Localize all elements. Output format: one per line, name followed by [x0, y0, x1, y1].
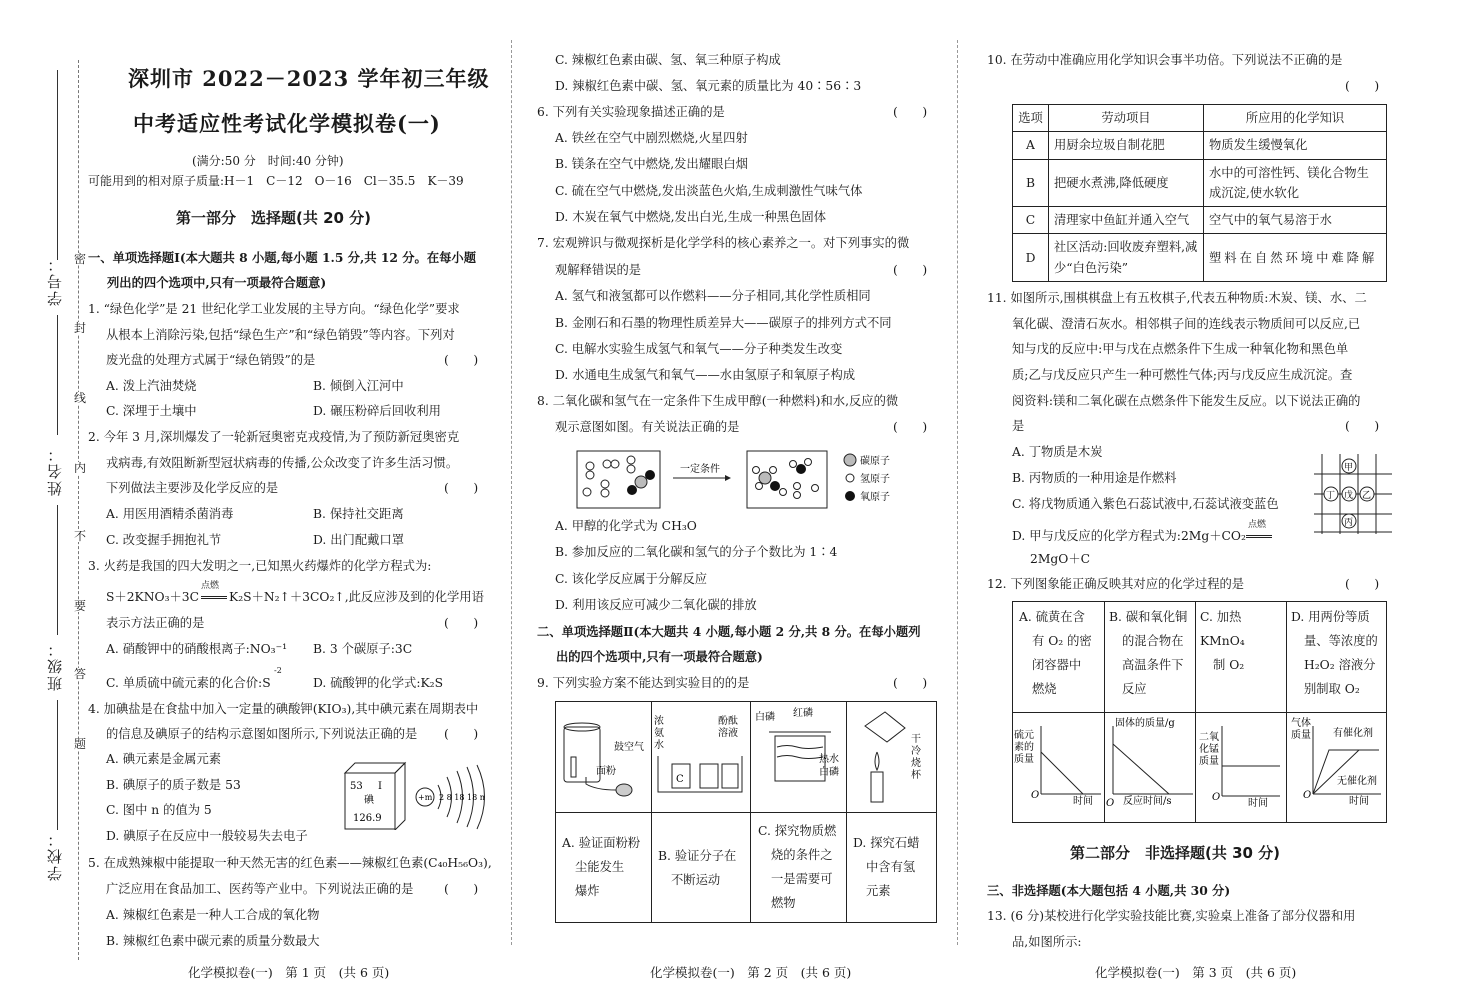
q5-stem: 5. 在成熟辣椒中能提取一种天然无害的红色素——辣椒红色素(C₄₀H₅₆O₃), [88, 856, 492, 870]
apparatus-label: 氨 [654, 728, 664, 739]
apparatus-label: C [676, 774, 684, 785]
reaction-condition: 点燃 [1247, 520, 1266, 530]
axis-label: 质量 [1291, 730, 1311, 741]
seal-char: 内 [73, 461, 86, 475]
q4-option-a: A. 碘元素是金属元素 [106, 752, 222, 766]
apparatus-label: 白磷 [819, 767, 839, 778]
q11-option-d: D. 甲与戊反应的化学方程式为:2Mg＋CO₂ 点燃 [1012, 530, 1276, 542]
table-cell: 清理家中鱼缸并通入空气 [1049, 207, 1204, 234]
q12-option-d: D. 用两份等质 量、等浓度的 H₂O₂ 溶液分 别制取 O₂ [1291, 610, 1378, 696]
apparatus-label: 红磷 [793, 708, 813, 719]
q9-option-b: B. 验证分子在 不断运动 [658, 849, 737, 887]
electron-shells: 2 8 18 18 n [439, 793, 485, 802]
go-piece-ding: 丁 [1326, 491, 1336, 501]
name-label: 姓名： [46, 445, 64, 496]
axis-label: 化锰 [1199, 744, 1219, 755]
q9-option-c: C. 探究物质燃 烧的条件之 一是需要可 燃物 [758, 824, 837, 910]
reaction-arrow [199, 581, 229, 603]
table-cell: 用厨余垃圾自制花肥 [1049, 132, 1204, 159]
binding-margin [18, 60, 98, 960]
combustion-apparatus [751, 702, 846, 812]
q1-option-c: C. 深埋于土壤中 [106, 404, 197, 418]
axis-label: 时间 [1073, 796, 1093, 807]
q2-option-c: C. 改变握手拥抱礼节 [106, 533, 222, 547]
axis-label: 素的 [1014, 742, 1034, 753]
q2-option-a: A. 用医用酒精杀菌消毒 [106, 507, 234, 521]
q11-stem: 质;乙与戊反应只产生一种可燃性气体;丙与戊反应生成沉淀。查 [1012, 368, 1353, 382]
table-cell: 社区活动:回收废弃塑料,减少“白色污染” [1049, 234, 1204, 282]
answer-paren[interactable]: ( ) [444, 353, 479, 367]
q2-stem: 2. 今年 3 月,深圳爆发了一轮新冠奥密克戎疫情,为了预防新冠奥密克 [88, 430, 460, 444]
table-row [1013, 207, 1387, 234]
legend-hydrogen: 氢原子 [860, 474, 890, 485]
axis-label: 固体的质量/g [1115, 718, 1175, 729]
q5-stem: 广泛应用在食品加工、医药等产业中。下列说法正确的是 [106, 882, 414, 896]
legend-carbon: 碳原子 [860, 456, 890, 467]
axis-label: 质量 [1014, 754, 1034, 765]
q10-table [1012, 104, 1387, 282]
q11-stem: 阅资料:镁和二氧化碳在点燃条件下能发生反应。以下说法正确的 [1012, 394, 1361, 408]
go-piece-yi: 乙 [1362, 491, 1372, 501]
equation-right: K₂S＋N₂↑＋3CO₂↑,此反应涉及到的化学用语 [229, 590, 484, 604]
seal-char: 不 [73, 529, 86, 543]
field-line [57, 70, 58, 260]
column-divider [511, 40, 512, 945]
table-row [1013, 234, 1387, 282]
column-header: 选项 [1013, 105, 1049, 132]
q11-option-b: B. 丙物质的一种用途是作燃料 [1012, 471, 1177, 485]
q4-option-c: C. 图中 n 的值为 5 [106, 803, 212, 817]
origin-label: O [1212, 792, 1221, 803]
q9-option-d: D. 探究石蜡 中含有氢 元素 [853, 836, 920, 898]
section2-heading-cont: 出的四个选项中,只有一项最符合题意) [556, 649, 763, 664]
q2-stem: 下列做法主要涉及化学反应的是 [106, 481, 279, 495]
equation-left: S＋2KNO₃＋3C [106, 590, 200, 604]
q8-stem: 8. 二氧化碳和氢气在一定条件下生成甲醇(一种燃料)和水,反应的微 [537, 394, 899, 408]
reaction-condition: 点燃 [201, 581, 220, 591]
apparatus-label: 热水 [819, 754, 839, 765]
flour-dust-apparatus [556, 702, 651, 812]
q3-stem: 表示方法正确的是 [106, 616, 205, 630]
apparatus-label: 酚酞 [718, 716, 738, 727]
q1-option-a: A. 泼上汽油焚烧 [106, 379, 197, 393]
q6-option-b: B. 镁条在空气中燃烧,发出耀眼白烟 [555, 157, 748, 171]
field-line [57, 315, 58, 435]
series-label: 有催化剂 [1333, 728, 1373, 739]
answer-paren[interactable]: ( ) [893, 105, 928, 119]
q4-stem: 4. 加碘盐是在食盐中加入一定量的碘酸钾(KIO₃),其中碘元素在周期表中 [88, 702, 479, 716]
table-cell: B [1013, 159, 1049, 207]
exam-subtitle: 中考适应性考试化学模拟卷(一) [133, 111, 441, 136]
seal-char: 要 [73, 599, 86, 613]
candle-apparatus [847, 702, 937, 812]
atomic-masses: 可能用到的相对原子质量:H－1 C－12 O－16 Cl－35.5 K－39 [88, 174, 464, 188]
table-cell: 塑料在自然环境中难降解 [1204, 234, 1387, 282]
graph-c [1196, 714, 1286, 820]
table-cell: 物质发生缓慢氧化 [1204, 132, 1387, 159]
legend-oxygen: 氧原子 [860, 492, 890, 503]
q12-option-c: C. 加热KMnO₄ 制 O₂ [1200, 610, 1245, 672]
page-footer: 化学模拟卷(一) 第 3 页 (共 6 页) [1095, 965, 1297, 980]
seal-char: 答 [73, 667, 86, 681]
q1-stem: 废光盘的处理方式属于“绿色销毁”的是 [106, 353, 316, 367]
series-label: 无催化剂 [1337, 776, 1377, 787]
reaction-arrow [1246, 520, 1276, 542]
reaction-condition: 一定条件 [680, 464, 720, 475]
valence-mark: -2 [274, 666, 282, 675]
row-divider [1012, 712, 1387, 713]
answer-paren[interactable]: ( ) [893, 263, 928, 277]
flask-label: 面粉 [596, 766, 616, 777]
q7-option-c: C. 电解水实验生成氢气和氧气——分子种类发生改变 [555, 342, 843, 356]
apparatus-label: 水 [654, 740, 664, 751]
q5-option-a: A. 辣椒红色素是一种人工合成的氧化物 [106, 908, 320, 922]
q12-option-b: B. 碳和氧化铜 的混合物在 高温条件下 反应 [1109, 610, 1188, 696]
q3-stem: 3. 火药是我国的四大发明之一,已知黑火药爆炸的化学方程式为: [88, 559, 432, 573]
part2-title: 第二部分 非选择题(共 30 分) [1070, 844, 1281, 862]
table-cell: D [1013, 234, 1049, 282]
column-header: 所应用的化学知识 [1204, 105, 1387, 132]
school-label: 学校： [46, 830, 64, 881]
q3-option-b: B. 3 个碳原子:3C [313, 642, 413, 656]
axis-label: 气体 [1291, 718, 1311, 729]
seal-char: 密 [73, 252, 86, 266]
element-symbol: I [378, 781, 382, 792]
q11-option-d-cont: 2MgO＋C [1030, 552, 1091, 566]
table-cell: 空气中的氧气易溶于水 [1204, 207, 1387, 234]
answer-paren[interactable]: ( ) [1345, 577, 1380, 591]
axis-label: 时间 [1248, 798, 1268, 809]
go-board-figure [1314, 446, 1394, 536]
q9-option-a: A. 验证面粉粉 尘能发生 爆炸 [562, 836, 641, 898]
q11-stem: 11. 如图所示,围棋棋盘上有五枚棋子,代表五种物质:木炭、镁、水、二 [987, 291, 1367, 305]
q2-option-b: B. 保持社交距离 [313, 507, 404, 521]
q1-option-d: D. 碾压粉碎后回收利用 [313, 404, 441, 418]
answer-paren[interactable]: ( ) [893, 420, 928, 434]
origin-label: O [1303, 790, 1312, 801]
q8-option-b: B. 参加反应的二氧化碳和氢气的分子个数比为 1∶4 [555, 545, 838, 559]
q4-stem: 的信息及碘原子的结构示意图如图所示,下列说法正确的是 [106, 727, 418, 741]
apparatus-label: 白磷 [755, 712, 775, 723]
origin-label: O [1031, 790, 1040, 801]
q6-option-d: D. 木炭在氧气中燃烧,发出白光,生成一种黑色固体 [555, 210, 826, 224]
q4-option-d: D. 碘原子在反应中一般较易失去电子 [106, 829, 308, 843]
section2-heading: 二、单项选择题Ⅱ(本大题共 4 小题,每小题 2 分,共 8 分。在每小题列 [537, 624, 921, 639]
q3-equation [106, 581, 484, 604]
q8-option-c: C. 该化学反应属于分解反应 [555, 572, 708, 586]
seal-line [78, 60, 79, 960]
q10-stem: 10. 在劳动中准确应用化学知识会事半功倍。下列说法不正确的是 [987, 53, 1343, 67]
element-name: 碘 [364, 795, 374, 806]
iodine-figure [340, 755, 500, 830]
q7-option-a: A. 氢气和液氢都可以作燃料——分子相同,其化学性质相同 [555, 289, 871, 303]
apparatus-label: 冷 [911, 746, 921, 757]
q8-option-a: A. 甲醇的化学式为 CH₃O [555, 519, 697, 533]
apparatus-label: 干 [911, 734, 921, 745]
q1-stem: 1. “绿色化学”是 21 世纪化学工业发展的主导方向。“绿色化学”要求 [88, 302, 460, 316]
table-cell: 水中的可溶性钙、镁化合物生成沉淀,使水软化 [1204, 159, 1387, 207]
axis-label: 二氧 [1199, 732, 1219, 743]
answer-paren[interactable]: ( ) [444, 882, 479, 896]
axis-label: 硫元 [1014, 730, 1034, 741]
origin-label: O [1106, 798, 1115, 809]
q7-option-d: D. 水通电生成氢气和氧气——水由氢原子和氧原子构成 [555, 368, 856, 382]
section1-heading-cont: 列出的四个选项中,只有一项最符合题意) [107, 275, 327, 290]
q3-option-a: A. 硝酸钾中的硝酸根离子:NO₃⁻¹ [106, 642, 288, 656]
q12-stem: 12. 下列图象能正确反映其对应的化学过程的是 [987, 577, 1245, 591]
q1-stem: 从根本上消除污染,包括“绿色生产”和“绿色销毁”等内容。下列对 [106, 328, 455, 342]
section1-heading: 一、单项选择题Ⅰ(本大题共 8 小题,每小题 1.5 分,共 12 分。在每小题 [88, 250, 477, 265]
apparatus-label: 溶液 [718, 728, 738, 739]
answer-paren[interactable]: ( ) [444, 616, 479, 630]
class-label: 班级： [46, 640, 64, 691]
axis-label: 反应时间/s [1123, 796, 1172, 807]
answer-paren[interactable]: ( ) [1345, 419, 1380, 433]
q2-option-d: D. 出门配戴口罩 [313, 533, 405, 547]
q5-option-b: B. 辣椒红色素中碳元素的质量分数最大 [106, 934, 320, 948]
answer-paren[interactable]: ( ) [444, 481, 479, 495]
answer-paren[interactable]: ( ) [444, 727, 479, 741]
q3-option-c: C. 单质硫中硫元素的化合价:S [106, 676, 271, 690]
q6-option-c: C. 硫在空气中燃烧,发出淡蓝色火焰,生成刺激性气味气体 [555, 184, 863, 198]
seal-char: 线 [73, 391, 86, 405]
part1-title: 第一部分 选择题(共 20 分) [176, 209, 372, 227]
q8-option-d: D. 利用该反应可减少二氧化碳的排放 [555, 598, 757, 612]
seal-char: 封 [73, 321, 86, 335]
q12-option-a: A. 硫黄在含 有 O₂ 的密 闭容器中 燃烧 [1019, 610, 1092, 696]
q11-option-a: A. 丁物质是木炭 [1012, 445, 1103, 459]
page-footer: 化学模拟卷(一) 第 2 页 (共 6 页) [650, 965, 852, 980]
q9-stem: 9. 下列实验方案不能达到实验目的的是 [537, 676, 750, 690]
axis-label: 质量 [1199, 756, 1219, 767]
answer-paren[interactable]: ( ) [1345, 79, 1380, 93]
q6-stem: 6. 下列有关实验现象描述正确的是 [537, 105, 725, 119]
q7-stem: 观解释错误的是 [555, 263, 642, 277]
atomic-number: 53 [350, 781, 363, 792]
field-line [57, 700, 58, 830]
q11-stem: 知与戊的反应中:甲与戊在点燃条件下生成一种氧化物和黑色单 [1012, 342, 1349, 356]
axis-label: 时间 [1349, 796, 1369, 807]
nucleus-charge: +m [418, 793, 433, 802]
table-row [1013, 159, 1387, 207]
q11-stem: 是 [1012, 419, 1025, 433]
student-id-label: 学号： [46, 255, 64, 306]
table-cell: C [1013, 207, 1049, 234]
table-cell: 把硬水煮沸,降低硬度 [1049, 159, 1204, 207]
score-time: (满分:50 分 时间:40 分钟) [192, 154, 344, 168]
exam-title: 深圳市 2022－2023 学年初三年级 [128, 66, 490, 91]
q3-option-d: D. 硫酸钾的化学式:K₂S [313, 676, 444, 690]
apparatus-label: 杯 [911, 770, 921, 781]
table-cell: A [1013, 132, 1049, 159]
table-header [1013, 105, 1387, 132]
graph-d [1287, 714, 1387, 820]
column-divider [957, 40, 958, 945]
q11-option-c: C. 将戊物质通入紫色石蕊试液中,石蕊试液变蓝色 [1012, 497, 1279, 511]
row-divider [555, 812, 937, 813]
go-piece-jia: 甲 [1344, 463, 1354, 473]
apparatus-label: 烧 [911, 758, 921, 769]
q13-stem: 品,如图所示: [1012, 935, 1082, 949]
go-piece-wu: 戊 [1344, 491, 1354, 501]
q2-stem: 戎病毒,有效阻断新型冠状病毒的传播,公众改变了许多生活习惯。 [106, 456, 459, 470]
q7-option-b: B. 金刚石和石墨的物理性质差异大——碳原子的排列方式不同 [555, 316, 892, 330]
flask-label: 鼓空气 [614, 742, 644, 753]
q7-stem: 7. 宏观辨识与微观探析是化学学科的核心素养之一。对下列事实的微 [537, 236, 910, 250]
q6-option-a: A. 铁丝在空气中剧烈燃烧,火星四射 [555, 131, 748, 145]
ammonia-apparatus [652, 702, 750, 812]
column-header: 劳动项目 [1049, 105, 1204, 132]
page-footer: 化学模拟卷(一) 第 1 页 (共 6 页) [188, 965, 390, 980]
q13-stem: 13. (6 分)某校进行化学实验技能比赛,实验桌上准备了部分仪器和用 [987, 909, 1356, 923]
go-piece-bing: 丙 [1344, 518, 1354, 528]
graph-b [1105, 714, 1195, 820]
apparatus-label: 浓 [654, 716, 664, 727]
seal-char: 题 [73, 737, 86, 751]
q5-option-c: C. 辣椒红色素由碳、氢、氧三种原子构成 [555, 53, 781, 67]
graph-a [1013, 714, 1103, 820]
section3-heading: 三、非选择题(本大题包括 4 小题,共 30 分) [987, 883, 1231, 898]
q11-stem: 氧化碳、澄清石灰水。相邻棋子间的连线表示物质间可以反应,已 [1012, 317, 1361, 331]
q4-option-b: B. 碘原子的质子数是 53 [106, 778, 241, 792]
table-row [1013, 132, 1387, 159]
atomic-mass: 126.9 [353, 813, 382, 824]
q8-stem: 观示意图如图。有关说法正确的是 [555, 420, 740, 434]
field-line [57, 505, 58, 635]
reaction-micro-diagram [575, 448, 905, 514]
answer-paren[interactable]: ( ) [893, 676, 928, 690]
q1-option-b: B. 倾倒入江河中 [313, 379, 404, 393]
q5-option-d: D. 辣椒红色素中碳、氢、氧元素的质量比为 40∶56∶3 [555, 79, 862, 93]
